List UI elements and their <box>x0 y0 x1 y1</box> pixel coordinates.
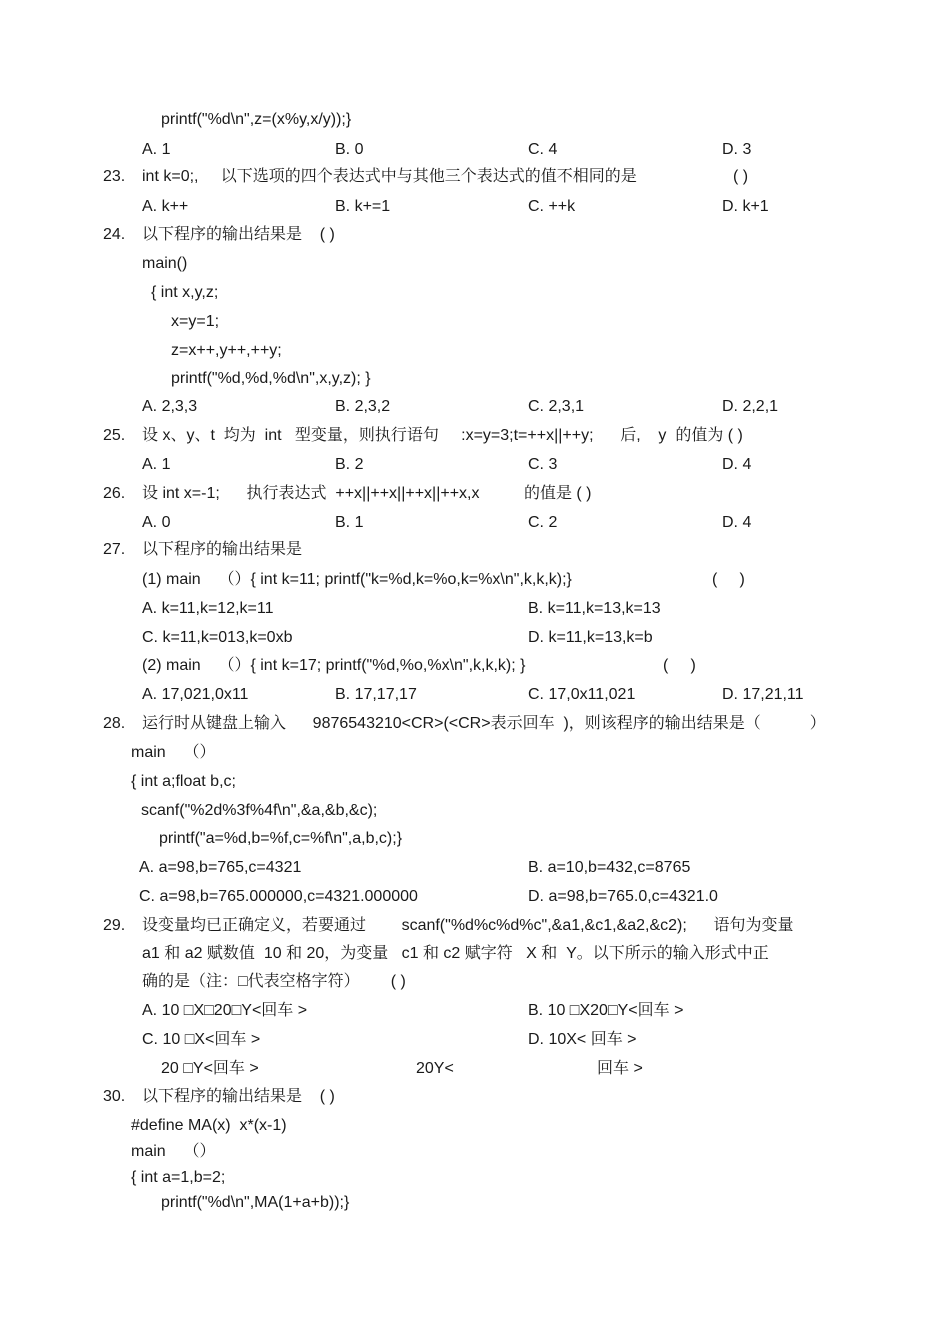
q24-option-a: A. 2,3,3 <box>142 398 198 415</box>
q27-sub1-option-c: C. k=11,k=013,k=0xb <box>142 629 293 646</box>
q29-option-a: A. 10 □X□20□Y<回车 > <box>142 1002 308 1019</box>
q29-option-d: D. 10X< 回车 > <box>528 1031 637 1048</box>
q28-option-b: B. a=10,b=432,c=8765 <box>528 859 691 876</box>
q27-sub1-option-b: B. k=11,k=13,k=13 <box>528 600 661 617</box>
q28-option-c: C. a=98,b=765.000000,c=4321.000000 <box>139 888 418 905</box>
q25-stem: 设 x、y、t 均为 int 型变量，则执行语句 :x=y=3;t=++x||++y; 后, y 的值为 ( ) <box>142 427 743 444</box>
q27-sub1-option-d: D. k=11,k=13,k=b <box>528 629 653 646</box>
q30-code-line: { int a=1,b=2; <box>131 1169 226 1186</box>
q27-sub2-answer-paren: ( ) <box>663 657 696 674</box>
q24-code-line: printf("%d,%d,%d\n",x,y,z); } <box>171 370 371 387</box>
q28-number: 28. <box>103 715 126 732</box>
q22-option-b: B. 0 <box>335 141 364 158</box>
q22-option-c: C. 4 <box>528 141 558 158</box>
q29-option-b: B. 10 □X20□Y<回车 > <box>528 1002 684 1019</box>
q23-number: 23. <box>103 168 126 185</box>
q24-option-d: D. 2,2,1 <box>722 398 779 415</box>
q25-option-a: A. 1 <box>142 456 171 473</box>
q24-option-c: C. 2,3,1 <box>528 398 585 415</box>
q28-code-line: scanf("%2d%3f%4f\n",&a,&b,&c); <box>141 802 378 819</box>
q26-stem: 设 int x=-1; 执行表达式 ++x||++x||++x||++x,x 的值是 ( ) <box>142 485 592 502</box>
q22-option-a: A. 1 <box>142 141 171 158</box>
q24-code-line: main() <box>142 255 188 272</box>
q29-stem-line: 设变量均已正确定义，若要通过 scanf("%d%c%d%c",&a1,&c1,&a2,&c2); 语句为变量 <box>142 917 794 934</box>
q27-sub1-option-a: A. k=11,k=12,k=11 <box>142 600 274 617</box>
q28-stem: 运行时从键盘上输入 9876543210<CR>(<CR>表示回车 )，则该程序的输出结果是（ ） <box>142 715 826 732</box>
q28-option-d: D. a=98,b=765.0,c=4321.0 <box>528 888 718 905</box>
q29-option-c-line2: 20 □Y<回车 > <box>161 1060 259 1077</box>
q25-option-b: B. 2 <box>335 456 364 473</box>
q27-sub2-code: (2) main （）{ int k=17; printf("%d,%o,%x\n",k,k,k); } <box>142 657 526 674</box>
q24-option-b: B. 2,3,2 <box>335 398 391 415</box>
q27-sub2-option-a: A. 17,021,0x11 <box>142 686 249 703</box>
q24-code-line: z=x++,y++,++y; <box>171 342 282 359</box>
q22-code-line: printf("%d\n",z=(x%y,x/y));} <box>161 111 352 128</box>
q26-number: 26. <box>103 485 126 502</box>
q23-answer-paren: ( ) <box>733 168 749 185</box>
q24-code-line: x=y=1; <box>171 313 220 330</box>
q23-option-b: B. k+=1 <box>335 198 391 215</box>
q27-sub1-answer-paren: ( ) <box>712 571 745 588</box>
q26-option-b: B. 1 <box>335 514 364 531</box>
q27-sub1-code: (1) main （）{ int k=11; printf("k=%d,k=%o,k=%x\n",k,k,k);} <box>142 571 572 588</box>
q27-sub2-option-d: D. 17,21,11 <box>722 686 804 703</box>
q26-option-a: A. 0 <box>142 514 171 531</box>
q27-number: 27. <box>103 541 126 558</box>
q25-number: 25. <box>103 427 126 444</box>
q24-stem: 以下程序的输出结果是 ( ) <box>142 226 335 243</box>
q24-number: 24. <box>103 226 126 243</box>
q25-option-d: D. 4 <box>722 456 752 473</box>
q30-number: 30. <box>103 1088 126 1105</box>
q28-code-line: { int a;float b,c; <box>131 773 236 790</box>
q29-option-d-line2: 20Y< <box>416 1060 454 1077</box>
q27-stem: 以下程序的输出结果是 <box>142 541 303 558</box>
q29-number: 29. <box>103 917 126 934</box>
q23-option-a: A. k++ <box>142 198 189 215</box>
q29-option-d-line2-tail: 回车 > <box>597 1060 643 1077</box>
q29-stem-line: a1 和 a2 赋数值 10 和 20，为变量 c1 和 c2 赋字符 X 和 Y。以下所示的输入形式中正 <box>142 945 769 962</box>
q27-sub2-option-c: C. 17,0x11,021 <box>528 686 636 703</box>
q24-code-line: { int x,y,z; <box>151 284 219 301</box>
q28-option-a: A. a=98,b=765,c=4321 <box>139 859 302 876</box>
q27-sub2-option-b: B. 17,17,17 <box>335 686 417 703</box>
q28-code-line: printf("a=%d,b=%f,c=%f\n",a,b,c);} <box>159 830 403 847</box>
q23-option-c: C. ++k <box>528 198 576 215</box>
q25-option-c: C. 3 <box>528 456 558 473</box>
q22-option-d: D. 3 <box>722 141 752 158</box>
q30-code-line: main （） <box>131 1143 216 1160</box>
q30-code-line: printf("%d\n",MA(1+a+b));} <box>161 1194 350 1211</box>
q29-stem-line: 确的是（注：□代表空格字符） ( ) <box>142 973 406 990</box>
q23-stem: int k=0;, 以下选项的四个表达式中与其他三个表达式的值不相同的是 <box>142 168 637 185</box>
q26-option-c: C. 2 <box>528 514 558 531</box>
q30-code-line: #define MA(x) x*(x-1) <box>131 1117 287 1134</box>
q29-option-c: C. 10 □X<回车 > <box>142 1031 261 1048</box>
q28-code-line: main （） <box>131 744 216 761</box>
q26-option-d: D. 4 <box>722 514 752 531</box>
q30-stem: 以下程序的输出结果是 ( ) <box>142 1088 335 1105</box>
q23-option-d: D. k+1 <box>722 198 769 215</box>
